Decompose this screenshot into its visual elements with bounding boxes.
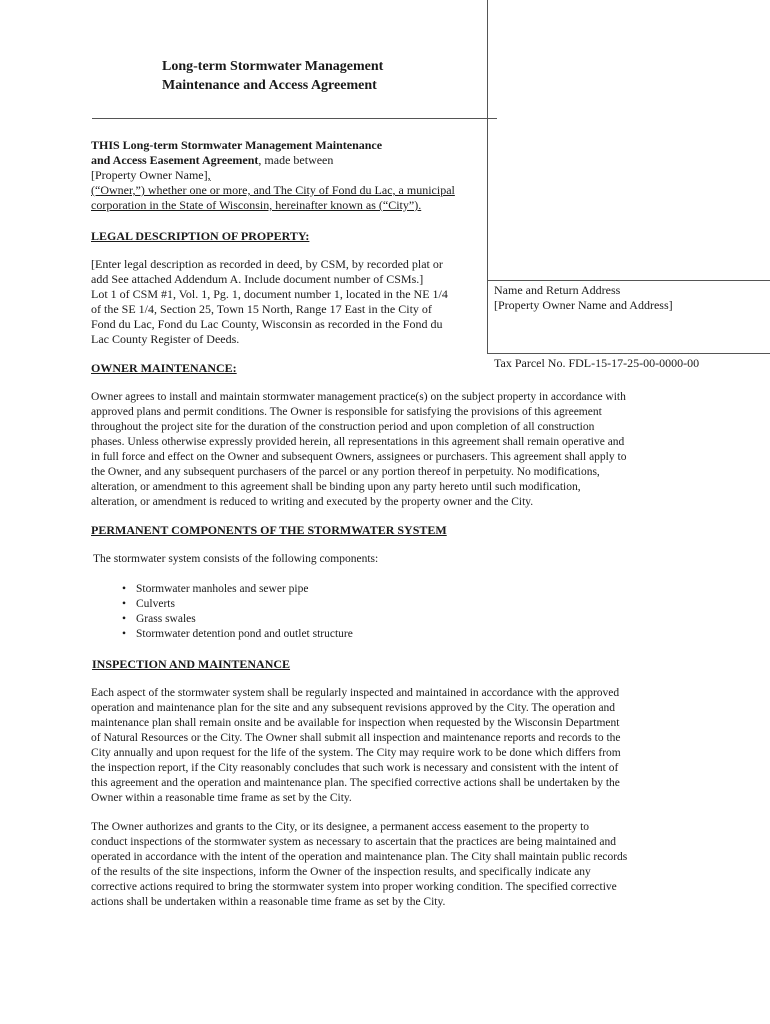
paragraph-line: in full force and effect on the Owner and subsequent Owners, assignees or purchasers. This agreement shall apply to — [91, 451, 627, 463]
paragraph-line: maintenance plan shall remain onsite and be available for inspection when requested by the Wisconsin Department — [91, 717, 620, 729]
inspection-paragraph-1 — [91, 686, 621, 806]
property-owner-name: [Property Owner Name] — [91, 168, 208, 182]
legal-line: of the SE 1/4, Section 25, Town 15 North, Range 17 East in the City of — [91, 302, 432, 316]
intro-tail-2: , made between — [258, 153, 334, 167]
paragraph-line: Owner within a reasonable time frame as set by the City. — [91, 792, 352, 804]
return-address-box — [494, 283, 673, 313]
intro-bold-1: THIS Long-term Stormwater Management Maintenance — [91, 138, 383, 152]
return-address-value: [Property Owner Name and Address] — [494, 298, 673, 312]
paragraph-line: The Owner authorizes and grants to the City, or its designee, a permanent access easement to the property to — [91, 821, 590, 833]
title-line-2: Maintenance and Access Agreement — [162, 78, 377, 93]
intro-line-4: (“Owner,”) whether one or more, and The City of Fond du Lac, a municipal — [91, 183, 455, 197]
return-box-top-border — [487, 280, 770, 281]
intro-line-5: corporation in the State of Wisconsin, hereinafter known as (“City”). — [91, 198, 422, 212]
paragraph-line: Owner agrees to install and maintain stormwater management practice(s) on the subject property in accordance with — [91, 391, 626, 403]
legal-description-heading: LEGAL DESCRIPTION OF PROPERTY: — [91, 229, 310, 243]
legal-line: Fond du Lac, Fond du Lac County, Wisconsin as recorded in the Fond du — [91, 317, 443, 331]
document-title — [162, 57, 383, 95]
inspection-paragraph-2 — [91, 820, 627, 910]
legal-line: add See attached Addendum A. Include document number of CSMs.] — [91, 272, 424, 286]
list-item: • Culverts — [122, 597, 353, 612]
title-line-1: Long-term Stormwater Management — [162, 59, 384, 74]
paragraph-line: Each aspect of the stormwater system shall be regularly inspected and maintained in accordance with the approved — [91, 687, 620, 699]
inspection-heading: INSPECTION AND MAINTENANCE — [92, 657, 291, 671]
title-divider — [92, 118, 497, 119]
paragraph-line: this agreement and the operation and maintenance plan. The specified corrective actions shall be undertaken by the — [91, 777, 620, 789]
paragraph-line: City annually and upon request for the life of the system. The City may require work to be done which differs from — [91, 747, 621, 759]
owner-maintenance-text — [91, 390, 626, 510]
legal-line: [Enter legal description as recorded in deed, by CSM, by recorded plat or — [91, 257, 443, 271]
legal-description-text — [91, 257, 481, 347]
owner-maintenance-heading: OWNER MAINTENANCE: — [91, 361, 237, 375]
legal-line: Lot 1 of CSM #1, Vol. 1, Pg. 1, document number 1, located in the NE 1/4 — [91, 287, 448, 301]
paragraph-line: of the results of the site inspections, inform the Owner of the inspection results, and specifically indicate any — [91, 866, 591, 878]
list-item: • Grass swales — [122, 612, 353, 627]
recording-area-border-top — [487, 0, 488, 118]
paragraph-line: conduct inspections of the stormwater system as necessary to ascertain that the practices are being maintained and — [91, 836, 616, 848]
return-box-bottom-border — [487, 353, 770, 354]
paragraph-line: throughout the project site for the duration of the construction period and upon completion of all construction — [91, 421, 595, 433]
paragraph-line: the inspection report, if the City reasonably concludes that such work is necessary and consistent with the intent of — [91, 762, 619, 774]
list-item: • Stormwater manholes and sewer pipe — [122, 582, 353, 597]
return-address-label: Name and Return Address — [494, 283, 621, 297]
paragraph-line: alteration, or amendment to this agreement shall be binding upon any party hereto until such modification, — [91, 481, 581, 493]
agreement-intro — [91, 138, 481, 213]
paragraph-line: approved plans and permit conditions. The Owner is responsible for satisfying the provisions of this agreement — [91, 406, 602, 418]
paragraph-line: alteration, or amendment is reduced to writing and executed by the property owner and the City. — [91, 496, 534, 508]
paragraph-line: operation and maintenance plan for the site and any subsequent revisions approved by the City. The operation and — [91, 702, 616, 714]
property-owner-comma: , — [207, 168, 211, 182]
paragraph-line: corrective actions required to bring the stormwater system into proper working condition. The specified corrective — [91, 881, 617, 893]
permanent-components-intro: The stormwater system consists of the following components: — [93, 553, 379, 565]
list-item: • Stormwater detention pond and outlet structure — [122, 627, 353, 642]
paragraph-line: of Natural Resources or the City. The Owner shall submit all inspection and maintenance reports and records to the — [91, 732, 621, 744]
components-list — [122, 582, 353, 642]
paragraph-line: the Owner, and any subsequent purchasers of the parcel or any portion thereof in perpetuity. No modifications, — [91, 466, 600, 478]
recording-area-border-left — [487, 118, 488, 353]
tax-parcel-number: Tax Parcel No. FDL-15-17-25-00-0000-00 — [494, 356, 700, 370]
permanent-components-heading: PERMANENT COMPONENTS OF THE STORMWATER SYSTEM — [91, 523, 447, 537]
paragraph-line: phases. Unless otherwise expressly provided herein, all representations in this agreement shall remain operative and — [91, 436, 625, 448]
paragraph-line: operated in accordance with the intent of the operation and maintenance plan. The City shall maintain public records — [91, 851, 628, 863]
legal-line: Lac County Register of Deeds. — [91, 332, 240, 346]
intro-bold-2: and Access Easement Agreement — [91, 153, 259, 167]
paragraph-line: actions shall be undertaken within a reasonable time frame as set by the City. — [91, 896, 446, 908]
